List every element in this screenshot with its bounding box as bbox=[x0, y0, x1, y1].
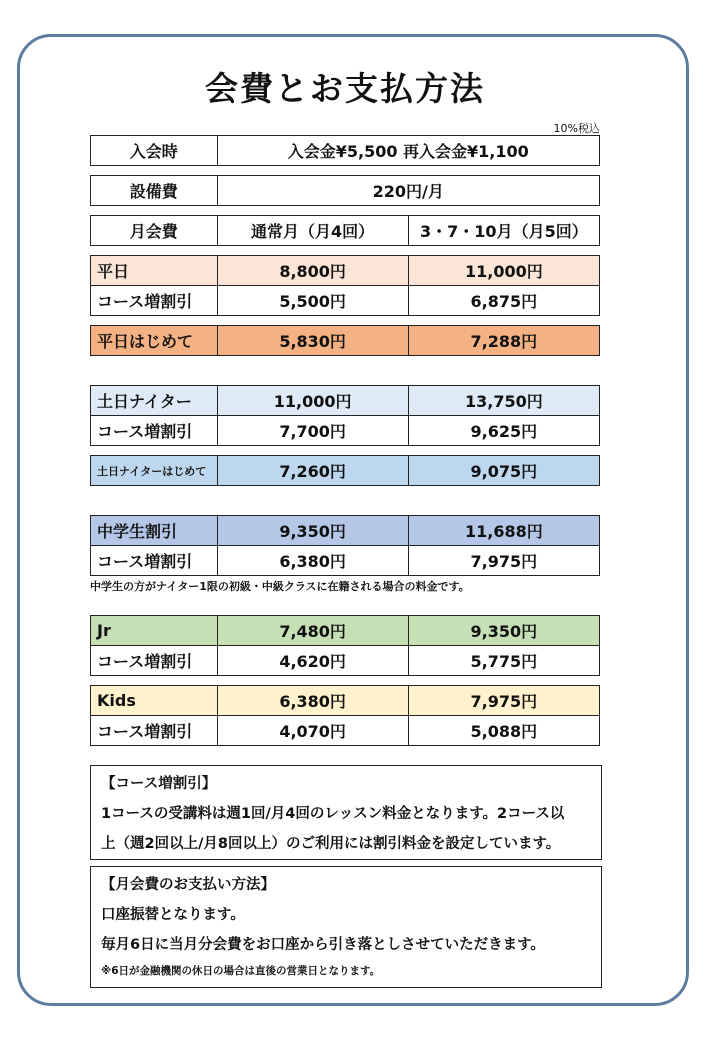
kids-discount-label: コース増割引 bbox=[97, 722, 193, 741]
monthly-header-normal: 通常月（月4回） bbox=[217, 216, 408, 245]
junior-high-discount-label: コース増割引 bbox=[97, 552, 193, 571]
kids-normal: 6,380円 bbox=[217, 686, 408, 715]
kids-discount-five: 5,088円 bbox=[408, 716, 599, 745]
weekday-discount-row bbox=[90, 285, 600, 316]
night-five: 13,750円 bbox=[408, 386, 599, 415]
junior-high-label: 中学生割引 bbox=[97, 522, 178, 541]
night-discount-label: コース増割引 bbox=[97, 422, 193, 441]
jr-discount-five: 5,775円 bbox=[408, 646, 599, 675]
equipment-label: 設備費 bbox=[129, 182, 178, 201]
junior-high-discount-five: 7,975円 bbox=[408, 546, 599, 575]
weekday-first-row bbox=[90, 325, 600, 356]
junior-high-five: 11,688円 bbox=[408, 516, 599, 545]
course-discount-heading: 【コース増割引】 bbox=[101, 776, 217, 792]
jr-normal: 7,480円 bbox=[217, 616, 408, 645]
kids-five: 7,975円 bbox=[408, 686, 599, 715]
junior-high-discount-row bbox=[90, 545, 600, 576]
monthly-header-label: 月会費 bbox=[129, 222, 178, 241]
weekday-first-five: 7,288円 bbox=[408, 326, 599, 355]
night-first-row bbox=[90, 455, 600, 486]
jr-row bbox=[90, 615, 600, 646]
night-row bbox=[90, 385, 600, 416]
equipment-row bbox=[90, 175, 600, 206]
junior-high-normal: 9,350円 bbox=[217, 516, 408, 545]
night-label: 土日ナイター bbox=[97, 392, 192, 411]
weekday-five: 11,000円 bbox=[408, 256, 599, 285]
payment-heading: 【月会費のお支払い方法】 bbox=[101, 877, 275, 893]
kids-discount-row bbox=[90, 715, 600, 746]
monthly-header-row bbox=[90, 215, 600, 246]
admission-value: 入会金¥5,500 再入会金¥1,100 bbox=[217, 136, 600, 165]
junior-high-discount-normal: 6,380円 bbox=[217, 546, 408, 575]
course-discount-line-2: 上（週2回以上/月8回以上）のご利用には割引料金を設定しています。 bbox=[101, 836, 561, 852]
weekday-discount-five: 6,875円 bbox=[408, 286, 599, 315]
night-discount-five: 9,625円 bbox=[408, 416, 599, 445]
jr-five: 9,350円 bbox=[408, 616, 599, 645]
page-title: 会費とお支払方法 bbox=[205, 69, 485, 108]
junior-high-note: 中学生の方がナイター1限の初級・中級クラスに在籍される場合の料金です。 bbox=[90, 580, 470, 593]
payment-footnote: ※6日が金融機関の休日の場合は直後の営業日となります。 bbox=[101, 965, 381, 977]
monthly-header-five: 3・7・10月（月5回） bbox=[408, 216, 599, 245]
payment-line-1: 口座振替となります。 bbox=[101, 907, 245, 923]
weekday-row bbox=[90, 255, 600, 286]
weekday-first-normal: 5,830円 bbox=[217, 326, 408, 355]
weekday-label: 平日 bbox=[97, 262, 130, 281]
kids-row bbox=[90, 685, 600, 716]
jr-label: Jr bbox=[97, 621, 111, 640]
jr-discount-label: コース増割引 bbox=[97, 652, 193, 671]
weekday-discount-label: コース増割引 bbox=[97, 292, 193, 311]
admission-row bbox=[90, 135, 600, 166]
payment-method-box bbox=[90, 866, 602, 988]
course-discount-box bbox=[90, 765, 602, 860]
night-first-label: 土日ナイターはじめて bbox=[97, 464, 207, 478]
jr-discount-normal: 4,620円 bbox=[217, 646, 408, 675]
payment-line-2: 毎月6日に当月分会費をお口座から引き落としさせていただきます。 bbox=[101, 937, 545, 953]
weekday-first-label: 平日はじめて bbox=[97, 332, 194, 351]
weekday-discount-normal: 5,500円 bbox=[217, 286, 408, 315]
night-first-normal: 7,260円 bbox=[217, 456, 408, 485]
kids-discount-normal: 4,070円 bbox=[217, 716, 408, 745]
night-discount-row bbox=[90, 415, 600, 446]
admission-label: 入会時 bbox=[129, 142, 178, 161]
junior-high-row bbox=[90, 515, 600, 546]
night-discount-normal: 7,700円 bbox=[217, 416, 408, 445]
tax-note: 10%税込 bbox=[553, 122, 600, 135]
night-first-five: 9,075円 bbox=[408, 456, 599, 485]
kids-label: Kids bbox=[97, 691, 136, 710]
equipment-value: 220円/月 bbox=[217, 176, 600, 205]
course-discount-line-1: 1コースの受講料は週1回/月4回のレッスン料金となります。2コース以 bbox=[101, 806, 565, 822]
night-normal: 11,000円 bbox=[217, 386, 408, 415]
weekday-normal: 8,800円 bbox=[217, 256, 408, 285]
jr-discount-row bbox=[90, 645, 600, 676]
